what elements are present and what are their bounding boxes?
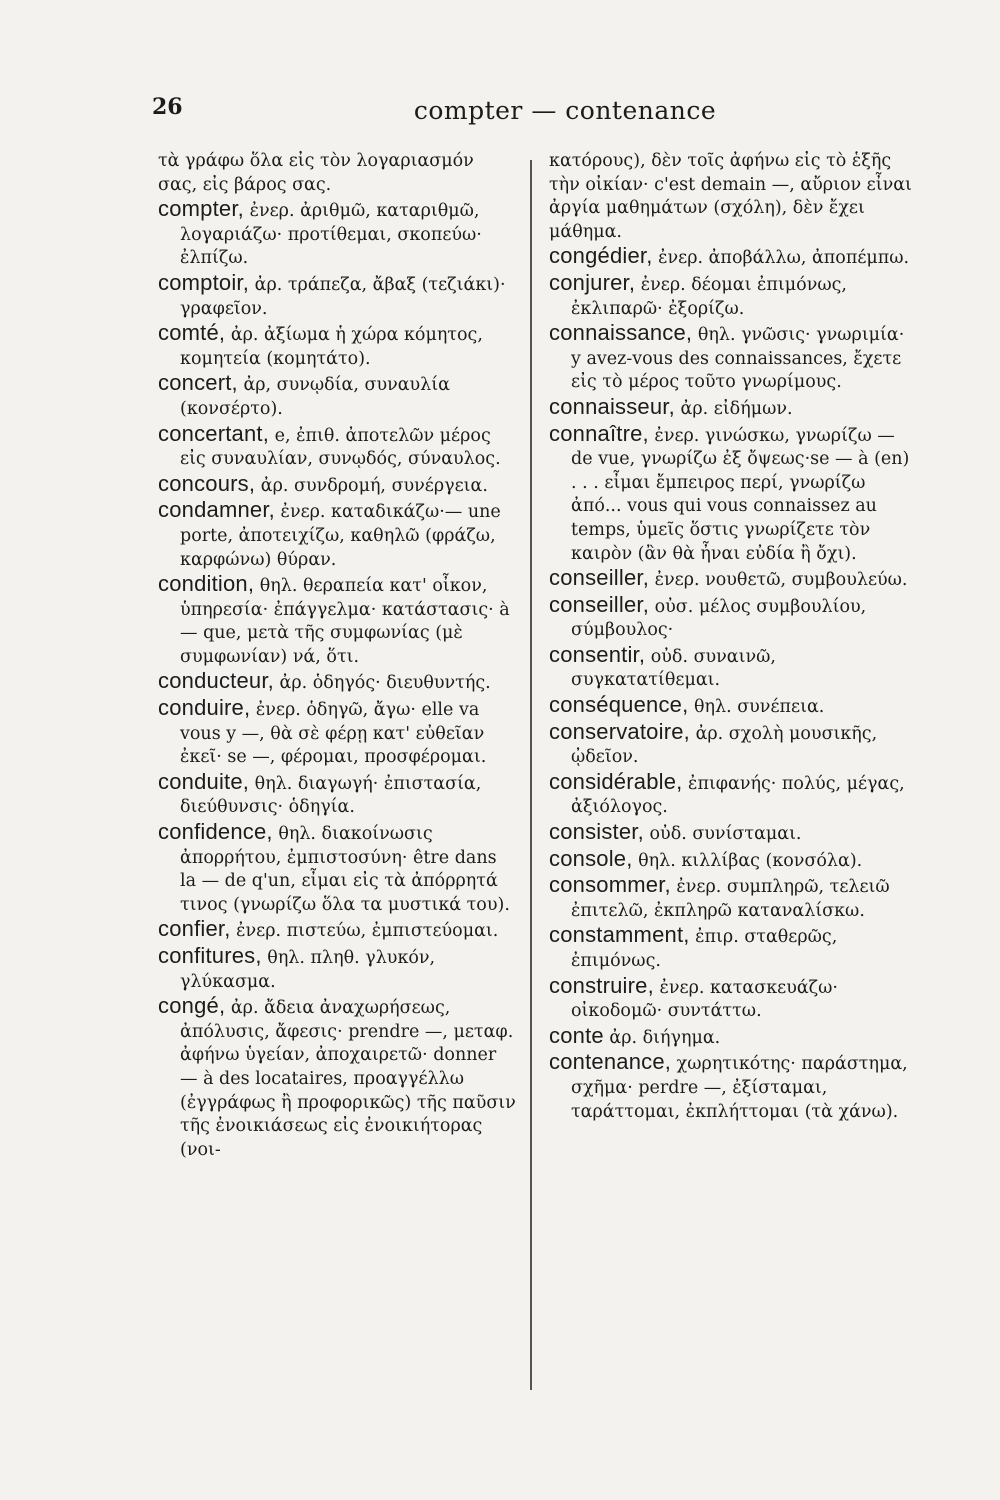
entry-headword: confier, [158,916,231,942]
dictionary-entry [549,566,919,593]
dictionary-entry [549,244,919,271]
entry-headword: conservatoire, [549,718,690,744]
entry-definition: χωρητικότης· παράστημα, σχῆμα· perdre —, ἐξίσταμαι, ταράττομαι, ἐκπλήττομαι (τὰ χάνω). [571,1054,908,1122]
dictionary-entry [549,847,919,874]
entry-headword: connaissance, [549,320,693,346]
dictionary-entry [158,197,518,271]
dictionary-entry [158,917,518,944]
dictionary-entry [549,321,919,395]
entry-headword: concours, [158,470,256,496]
right-column [549,150,919,1124]
entry-definition: ἐνερ. κατασκευάζω· οἰκοδομῶ· συντάττω. [571,977,838,1022]
entry-headword: console, [549,845,633,871]
entry-definition: ἐνερ. δέομαι ἐπιμόνως, ἐκλιπαρῶ· ἐξορίζω. [571,274,847,319]
entry-definition: ἐπιρ. σταθερῶς, ἐπιμόνως. [571,927,838,971]
entry-definition: κατόρους), δὲν τοῖς ἀφήνω εἰς τὸ ἑξῆς τὴν οἰκίαν· c'est demain —, αὔριον εἶναι ἀργία μαθημάτων (σχόλη), δὲν ἔχει μάθημα. [549,151,912,242]
dictionary-entry [158,770,518,820]
entry-headword: comté, [158,320,226,346]
dictionary-entry [549,974,919,1024]
entry-definition: ἐνερ. ὁδηγῶ, ἄγω· elle va vous y —, θὰ σὲ φέρῃ κατ' εὐθεῖαν ἐκεῖ· se —, φέρομαι, προσφέρομαι. [180,700,487,768]
entry-definition: ἐνερ. συμπληρῶ, τελειῶ ἐπιτελῶ, ἐκπληρῶ καταναλίσκω. [571,877,890,921]
dictionary-entry [158,820,518,917]
dictionary-entry [549,593,919,643]
entry-headword: conduite, [158,768,250,794]
entry-definition: θηλ. θεραπεία κατ' οἶκον, ὑπηρεσία· ἐπάγγελμα· κατάστασις· à — que, μετὰ τῆς συμφωνίας (μὲ συμφωνίαν) νά, ὅτι. [180,576,510,667]
dictionary-entry [549,150,919,244]
entry-definition: ἀρ. εἰδήμων. [680,398,793,419]
entry-definition: ἀρ. συνδρομή, συνέργεια. [260,475,488,496]
page-number: 26 [152,94,183,120]
entry-definition: οὐδ. συναινῶ, συγκατατίθεμαι. [571,646,776,691]
entry-definition: θηλ. γνῶσις· γνωριμία· y avez-vous des connaissances, ἔχετε εἰς τὸ μέρος τοῦτο γνωρίμους. [571,325,905,393]
dictionary-entry [158,994,518,1162]
entry-headword: condition, [158,571,255,597]
entry-headword: conseiller, [549,565,650,591]
entry-headword: consommer, [549,872,671,898]
column-divider [530,160,532,1390]
entry-headword: compter, [158,196,244,222]
dictionary-entry [158,321,518,371]
entry-headword: confitures, [158,943,262,968]
entry-definition: ἀρ. ὁδηγός· διευθυντής. [279,673,491,694]
entry-headword: consister, [549,819,644,845]
entry-headword: conducteur, [158,668,274,694]
entry-headword: conduire, [158,695,251,721]
entry-definition: θηλ. διακοίνωσις ἀπορρήτου, ἐμπιστοσύνη· être dans la — de q'un, εἶμαι εἰς τὰ ἀπόρρητά τινος (γνωρίζω ὅλα τα μυστικά του). [180,824,510,915]
entry-definition: ἐπιφανής· πολύς, μέγας, ἀξιόλογος. [571,773,905,818]
dictionary-entry [158,150,518,197]
dictionary-entry [158,371,518,421]
dictionary-entry [549,923,919,973]
entry-definition: ἀρ. ἄδεια ἀναχωρήσεως, ἀπόλυσις, ἄφεσις· prendre —, μεταφ. ἀφήνω ὑγείαν, ἀποχαιρετῶ· donner — à des locataires, προαγγέλλω (ἐγγράφως ἢ προφορικῶς) τῆς παῦσιν τῆς ἐνοικιάσεως εἰς ἐνοικιήτορας (νοι- [180,998,516,1160]
entry-definition: θηλ. συνέπεια. [693,697,825,718]
entry-headword: congé, [158,993,226,1019]
dictionary-entry [158,944,518,994]
dictionary-entry [549,770,919,820]
dictionary-entry [549,1050,919,1124]
entry-definition: e, ἐπιθ. ἀποτελῶν μέρος εἰς συναυλίαν, συνῳδός, σύναυλος. [180,425,501,470]
entry-headword: comptoir, [158,269,250,295]
dictionary-entry [549,271,919,321]
entry-headword: considérable, [549,768,683,794]
entry-headword: consentir, [549,641,646,667]
entry-headword: constamment, [549,922,690,948]
entry-headword: conseiller, [549,591,650,617]
dictionary-entry [549,1024,919,1051]
entry-definition: ἐνερ. νουθετῶ, συμβουλεύω. [654,570,908,591]
entry-definition: ἀρ. τράπεζα, ἄβαξ (τεζιάκι)· γραφεῖον. [180,274,506,319]
entry-definition: ἀρ, συνῳδία, συναυλία (κονσέρτο). [180,375,450,419]
entry-definition: ἀρ. ἀξίωμα ἡ χώρα κόμητος, κομητεία (κομητάτο). [180,325,483,369]
running-head: compter — contenance [413,96,717,125]
entry-headword: connaître, [549,420,649,446]
entry-headword: contenance, [549,1049,672,1075]
dictionary-entry [549,422,919,567]
entry-definition: ἀρ. διήγημα. [609,1027,721,1048]
dictionary-entry [549,720,919,770]
dictionary-entry [158,696,518,770]
entry-definition: ἐνερ. πιστεύω, ἐμπιστεύομαι. [236,921,499,942]
entry-definition: θηλ. κιλλίβας (κονσόλα). [638,850,863,871]
entry-headword: concert, [158,370,238,396]
entry-headword: construire, [549,972,654,998]
dictionary-entry [158,472,518,499]
entry-headword: conte [549,1022,604,1048]
dictionary-entry [549,693,919,720]
entry-headword: conséquence, [549,692,689,718]
dictionary-entry [158,271,518,321]
dictionary-entry [549,395,919,422]
dictionary-entry [158,498,518,572]
dictionary-entry [158,572,518,669]
entry-definition: ἐνερ. ἀριθμῶ, καταριθμῶ, λογαριάζω· προτίθεμαι, σκοπεύω· ἐλπίζω. [180,201,482,269]
entry-headword: condamner, [158,497,275,523]
entry-headword: confidence, [158,819,273,845]
dictionary-entry [549,873,919,923]
entry-headword: conjurer, [549,269,636,295]
entry-definition: ἀρ. σχολὴ μουσικῆς, ᾠδεῖον. [571,723,878,768]
entry-headword: concertant, [158,420,270,446]
entry-headword: congédier, [549,243,653,269]
entry-definition: θηλ. διαγωγή· ἐπιστασία, διεύθυνσις· ὁδηγία. [180,773,482,818]
dictionary-entry [158,669,518,696]
left-column [158,150,518,1162]
entry-definition: τὰ γράφω ὅλα εἰς τὸν λογαριασμόν σας, εἰς βάρος σας. [158,151,474,195]
entry-definition: ἐνερ. γινώσκω, γνωρίζω — de vue, γνωρίζω ἐξ ὄψεως·se — à (en) . . . εἶμαι ἔμπειρος περί, γνωρίζω ἀπό... vous qui vous connaissez au temps, ὑμεῖς ὅστις γνωρίζετε τὸν καιρὸν (ἂν θὰ ἦναι εὐδία ἢ ὄχι). [571,425,910,564]
entry-definition: οὐσ. μέλος συμβουλίου, σύμβουλος· [571,596,867,641]
dictionary-entry [549,643,919,693]
entry-definition: ἐνερ. ἀποβάλλω, ἀποπέμπω. [658,248,910,269]
dictionary-entry [158,422,518,472]
entry-definition: ἐνερ. καταδικάζω·— une porte, ἀποτειχίζω, καθηλῶ (φράζω, καρφώνω) θύραν. [180,502,501,570]
entry-headword: connaisseur, [549,393,675,419]
dictionary-entry [549,820,919,847]
entry-definition: οὐδ. συνίσταμαι. [649,824,802,845]
entry-definition: θηλ. πληθ. γλυκόν, γλύκασμα. [180,948,436,992]
